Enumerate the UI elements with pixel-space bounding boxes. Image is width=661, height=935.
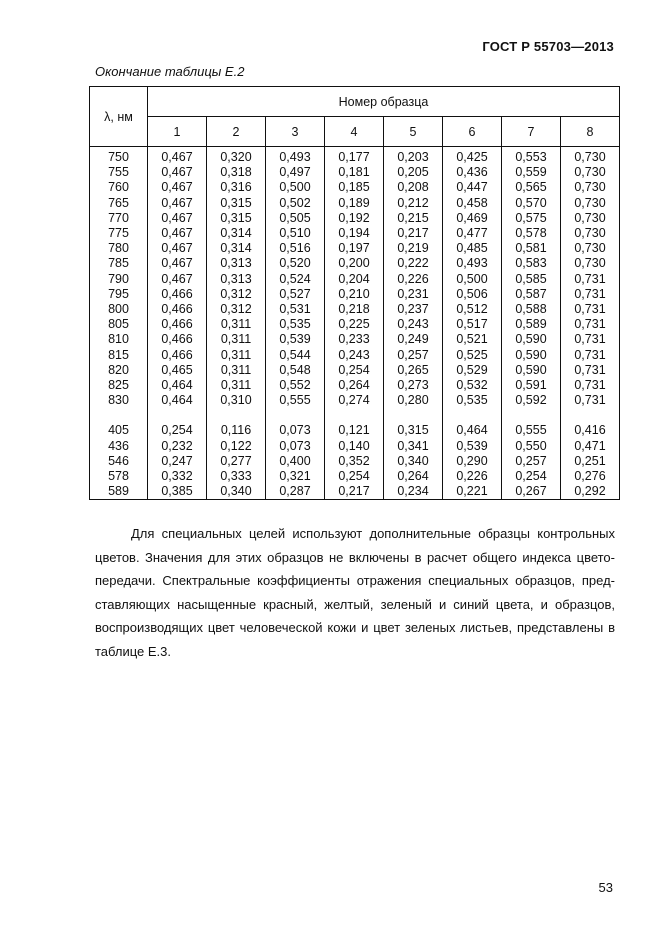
value-cell: 0,464 [148,378,207,393]
value-cell: 0,552 [266,378,325,393]
value-cell: 0,520 [266,256,325,271]
value-cell: 0,222 [384,256,443,271]
value-cell: 0,730 [561,256,620,271]
value-cell: 0,192 [325,211,384,226]
value-cell: 0,210 [325,287,384,302]
value-cell: 0,311 [207,317,266,332]
body-paragraph: Для специальных целей используют дополнительные образцы контрольных цветов. Значения для этих образцов не включены в расчет общего индекса цвето-передачи. Спектральные коэффициенты отражения специальных образцов, пред-ставляющих насыщенные красный, желтый, зеленый и синий цвета, и образцов, воспроизводящих цвет человеческой кожи и цвет зеленых листьев, представлены в таблице Е.3. [95,526,615,659]
value-cell: 0,550 [502,439,561,454]
table-row [90,439,620,454]
value-cell: 0,467 [148,196,207,211]
value-cell: 0,587 [502,287,561,302]
table-row [90,147,620,166]
value-cell: 0,340 [207,484,266,500]
value-cell: 0,341 [384,439,443,454]
table-row [90,165,620,180]
value-cell: 0,280 [384,393,443,408]
value-cell: 0,467 [148,147,207,166]
value-cell: 0,730 [561,147,620,166]
value-cell: 0,312 [207,287,266,302]
value-cell: 0,332 [148,469,207,484]
value-cell: 0,477 [443,226,502,241]
row-spacer [90,408,620,423]
value-cell: 0,502 [266,196,325,211]
wavelength-cell: 755 [90,165,148,180]
value-cell: 0,237 [384,302,443,317]
value-cell: 0,575 [502,211,561,226]
value-cell: 0,212 [384,196,443,211]
value-cell: 0,116 [207,423,266,438]
value-cell: 0,585 [502,272,561,287]
wavelength-cell: 578 [90,469,148,484]
value-cell: 0,570 [502,196,561,211]
value-cell: 0,467 [148,272,207,287]
value-cell: 0,221 [443,484,502,500]
value-cell: 0,215 [384,211,443,226]
value-cell: 0,264 [384,469,443,484]
value-cell: 0,416 [561,423,620,438]
table-row [90,393,620,408]
sample-number-header: 4 [325,117,384,147]
spacer-cell [384,408,443,423]
value-cell: 0,464 [148,393,207,408]
value-cell: 0,535 [443,393,502,408]
value-cell: 0,589 [502,317,561,332]
wavelength-cell: 760 [90,180,148,195]
value-cell: 0,208 [384,180,443,195]
table-row [90,302,620,317]
value-cell: 0,466 [148,332,207,347]
wavelength-cell: 825 [90,378,148,393]
value-cell: 0,185 [325,180,384,195]
value-cell: 0,257 [384,348,443,363]
wavelength-header: λ, нм [90,87,148,147]
value-cell: 0,243 [325,348,384,363]
value-cell: 0,458 [443,196,502,211]
value-cell: 0,466 [148,302,207,317]
spacer-cell [443,408,502,423]
spacer-cell [325,408,384,423]
value-cell: 0,467 [148,256,207,271]
table-row [90,332,620,347]
sample-number-header: 2 [207,117,266,147]
value-cell: 0,731 [561,378,620,393]
value-cell: 0,467 [148,180,207,195]
value-cell: 0,205 [384,165,443,180]
value-cell: 0,316 [207,180,266,195]
value-cell: 0,181 [325,165,384,180]
table-row [90,287,620,302]
value-cell: 0,311 [207,378,266,393]
value-cell: 0,073 [266,423,325,438]
value-cell: 0,583 [502,256,561,271]
value-cell: 0,264 [325,378,384,393]
value-cell: 0,565 [502,180,561,195]
sample-number-header: 5 [384,117,443,147]
value-cell: 0,315 [384,423,443,438]
value-cell: 0,471 [561,439,620,454]
value-cell: 0,311 [207,348,266,363]
value-cell: 0,140 [325,439,384,454]
sample-number-header: 7 [502,117,561,147]
value-cell: 0,321 [266,469,325,484]
value-cell: 0,527 [266,287,325,302]
value-cell: 0,243 [384,317,443,332]
value-cell: 0,249 [384,332,443,347]
value-cell: 0,340 [384,454,443,469]
value-cell: 0,464 [443,423,502,438]
sample-group-header: Номер образца [148,87,620,117]
value-cell: 0,311 [207,332,266,347]
spacer-cell [148,408,207,423]
value-cell: 0,257 [502,454,561,469]
sample-number-header: 8 [561,117,620,147]
value-cell: 0,469 [443,211,502,226]
value-cell: 0,731 [561,302,620,317]
table-row [90,241,620,256]
value-cell: 0,311 [207,363,266,378]
value-cell: 0,532 [443,378,502,393]
value-cell: 0,273 [384,378,443,393]
value-cell: 0,466 [148,287,207,302]
table-row [90,226,620,241]
value-cell: 0,320 [207,147,266,166]
value-cell: 0,531 [266,302,325,317]
value-cell: 0,731 [561,363,620,378]
value-cell: 0,730 [561,226,620,241]
value-cell: 0,352 [325,454,384,469]
value-cell: 0,314 [207,241,266,256]
table-row [90,211,620,226]
wavelength-cell: 589 [90,484,148,500]
value-cell: 0,539 [443,439,502,454]
value-cell: 0,225 [325,317,384,332]
value-cell: 0,204 [325,272,384,287]
table-row [90,363,620,378]
value-cell: 0,073 [266,439,325,454]
value-cell: 0,122 [207,439,266,454]
value-cell: 0,467 [148,226,207,241]
wavelength-cell: 790 [90,272,148,287]
value-cell: 0,559 [502,165,561,180]
value-cell: 0,578 [502,226,561,241]
sample-number-header: 6 [443,117,502,147]
wavelength-cell: 750 [90,147,148,166]
table-row [90,348,620,363]
value-cell: 0,590 [502,363,561,378]
wavelength-cell: 785 [90,256,148,271]
wavelength-cell: 805 [90,317,148,332]
value-cell: 0,267 [502,484,561,500]
table-body [90,147,620,500]
value-cell: 0,517 [443,317,502,332]
value-cell: 0,425 [443,147,502,166]
value-cell: 0,731 [561,332,620,347]
value-cell: 0,310 [207,393,266,408]
wavelength-cell: 780 [90,241,148,256]
value-cell: 0,731 [561,393,620,408]
value-cell: 0,730 [561,241,620,256]
value-cell: 0,247 [148,454,207,469]
spectral-data-table [89,86,620,500]
value-cell: 0,233 [325,332,384,347]
value-cell: 0,510 [266,226,325,241]
table-row [90,196,620,211]
sample-number-header: 3 [266,117,325,147]
value-cell: 0,314 [207,226,266,241]
value-cell: 0,274 [325,393,384,408]
value-cell: 0,539 [266,332,325,347]
value-cell: 0,333 [207,469,266,484]
value-cell: 0,467 [148,165,207,180]
value-cell: 0,731 [561,272,620,287]
value-cell: 0,254 [325,363,384,378]
value-cell: 0,177 [325,147,384,166]
value-cell: 0,251 [561,454,620,469]
value-cell: 0,467 [148,241,207,256]
value-cell: 0,234 [384,484,443,500]
value-cell: 0,312 [207,302,266,317]
table-row [90,469,620,484]
value-cell: 0,254 [502,469,561,484]
value-cell: 0,219 [384,241,443,256]
value-cell: 0,287 [266,484,325,500]
value-cell: 0,200 [325,256,384,271]
value-cell: 0,529 [443,363,502,378]
table-row [90,317,620,332]
wavelength-cell: 810 [90,332,148,347]
value-cell: 0,290 [443,454,502,469]
value-cell: 0,447 [443,180,502,195]
sample-number-row [90,117,620,147]
value-cell: 0,194 [325,226,384,241]
value-cell: 0,276 [561,469,620,484]
value-cell: 0,544 [266,348,325,363]
value-cell: 0,485 [443,241,502,256]
table-row [90,180,620,195]
value-cell: 0,217 [325,484,384,500]
value-cell: 0,731 [561,348,620,363]
table-caption: Окончание таблицы Е.2 [95,64,245,79]
value-cell: 0,231 [384,287,443,302]
value-cell: 0,493 [443,256,502,271]
table-row [90,484,620,500]
value-cell: 0,524 [266,272,325,287]
value-cell: 0,217 [384,226,443,241]
value-cell: 0,218 [325,302,384,317]
wavelength-cell: 815 [90,348,148,363]
value-cell: 0,436 [443,165,502,180]
spacer-cell [502,408,561,423]
wavelength-cell: 546 [90,454,148,469]
table-row [90,454,620,469]
wavelength-cell: 436 [90,439,148,454]
value-cell: 0,592 [502,393,561,408]
spacer-cell [90,408,148,423]
value-cell: 0,590 [502,348,561,363]
value-cell: 0,292 [561,484,620,500]
value-cell: 0,315 [207,211,266,226]
value-cell: 0,525 [443,348,502,363]
value-cell: 0,591 [502,378,561,393]
wavelength-cell: 800 [90,302,148,317]
value-cell: 0,555 [266,393,325,408]
value-cell: 0,731 [561,317,620,332]
value-cell: 0,730 [561,196,620,211]
value-cell: 0,313 [207,256,266,271]
value-cell: 0,500 [266,180,325,195]
document-code: ГОСТ Р 55703—2013 [482,39,614,54]
wavelength-cell: 775 [90,226,148,241]
spacer-cell [561,408,620,423]
wavelength-cell: 770 [90,211,148,226]
table-row [90,272,620,287]
table-row [90,423,620,438]
value-cell: 0,226 [443,469,502,484]
value-cell: 0,315 [207,196,266,211]
wavelength-cell: 405 [90,423,148,438]
value-cell: 0,203 [384,147,443,166]
value-cell: 0,254 [148,423,207,438]
value-cell: 0,506 [443,287,502,302]
value-cell: 0,588 [502,302,561,317]
value-cell: 0,318 [207,165,266,180]
value-cell: 0,121 [325,423,384,438]
wavelength-cell: 830 [90,393,148,408]
value-cell: 0,197 [325,241,384,256]
value-cell: 0,465 [148,363,207,378]
spacer-cell [207,408,266,423]
table-header-row [90,87,620,117]
value-cell: 0,189 [325,196,384,211]
wavelength-cell: 765 [90,196,148,211]
value-cell: 0,555 [502,423,561,438]
value-cell: 0,466 [148,317,207,332]
value-cell: 0,232 [148,439,207,454]
value-cell: 0,512 [443,302,502,317]
value-cell: 0,548 [266,363,325,378]
value-cell: 0,467 [148,211,207,226]
wavelength-cell: 820 [90,363,148,378]
value-cell: 0,590 [502,332,561,347]
value-cell: 0,313 [207,272,266,287]
value-cell: 0,581 [502,241,561,256]
value-cell: 0,385 [148,484,207,500]
value-cell: 0,497 [266,165,325,180]
value-cell: 0,226 [384,272,443,287]
value-cell: 0,500 [443,272,502,287]
value-cell: 0,521 [443,332,502,347]
page-number: 53 [598,880,613,895]
value-cell: 0,516 [266,241,325,256]
value-cell: 0,493 [266,147,325,166]
value-cell: 0,731 [561,287,620,302]
table-row [90,378,620,393]
value-cell: 0,400 [266,454,325,469]
value-cell: 0,535 [266,317,325,332]
table-row [90,256,620,271]
value-cell: 0,254 [325,469,384,484]
value-cell: 0,730 [561,165,620,180]
wavelength-cell: 795 [90,287,148,302]
value-cell: 0,730 [561,211,620,226]
spacer-cell [266,408,325,423]
value-cell: 0,265 [384,363,443,378]
value-cell: 0,730 [561,180,620,195]
value-cell: 0,553 [502,147,561,166]
value-cell: 0,505 [266,211,325,226]
value-cell: 0,277 [207,454,266,469]
value-cell: 0,466 [148,348,207,363]
sample-number-header: 1 [148,117,207,147]
